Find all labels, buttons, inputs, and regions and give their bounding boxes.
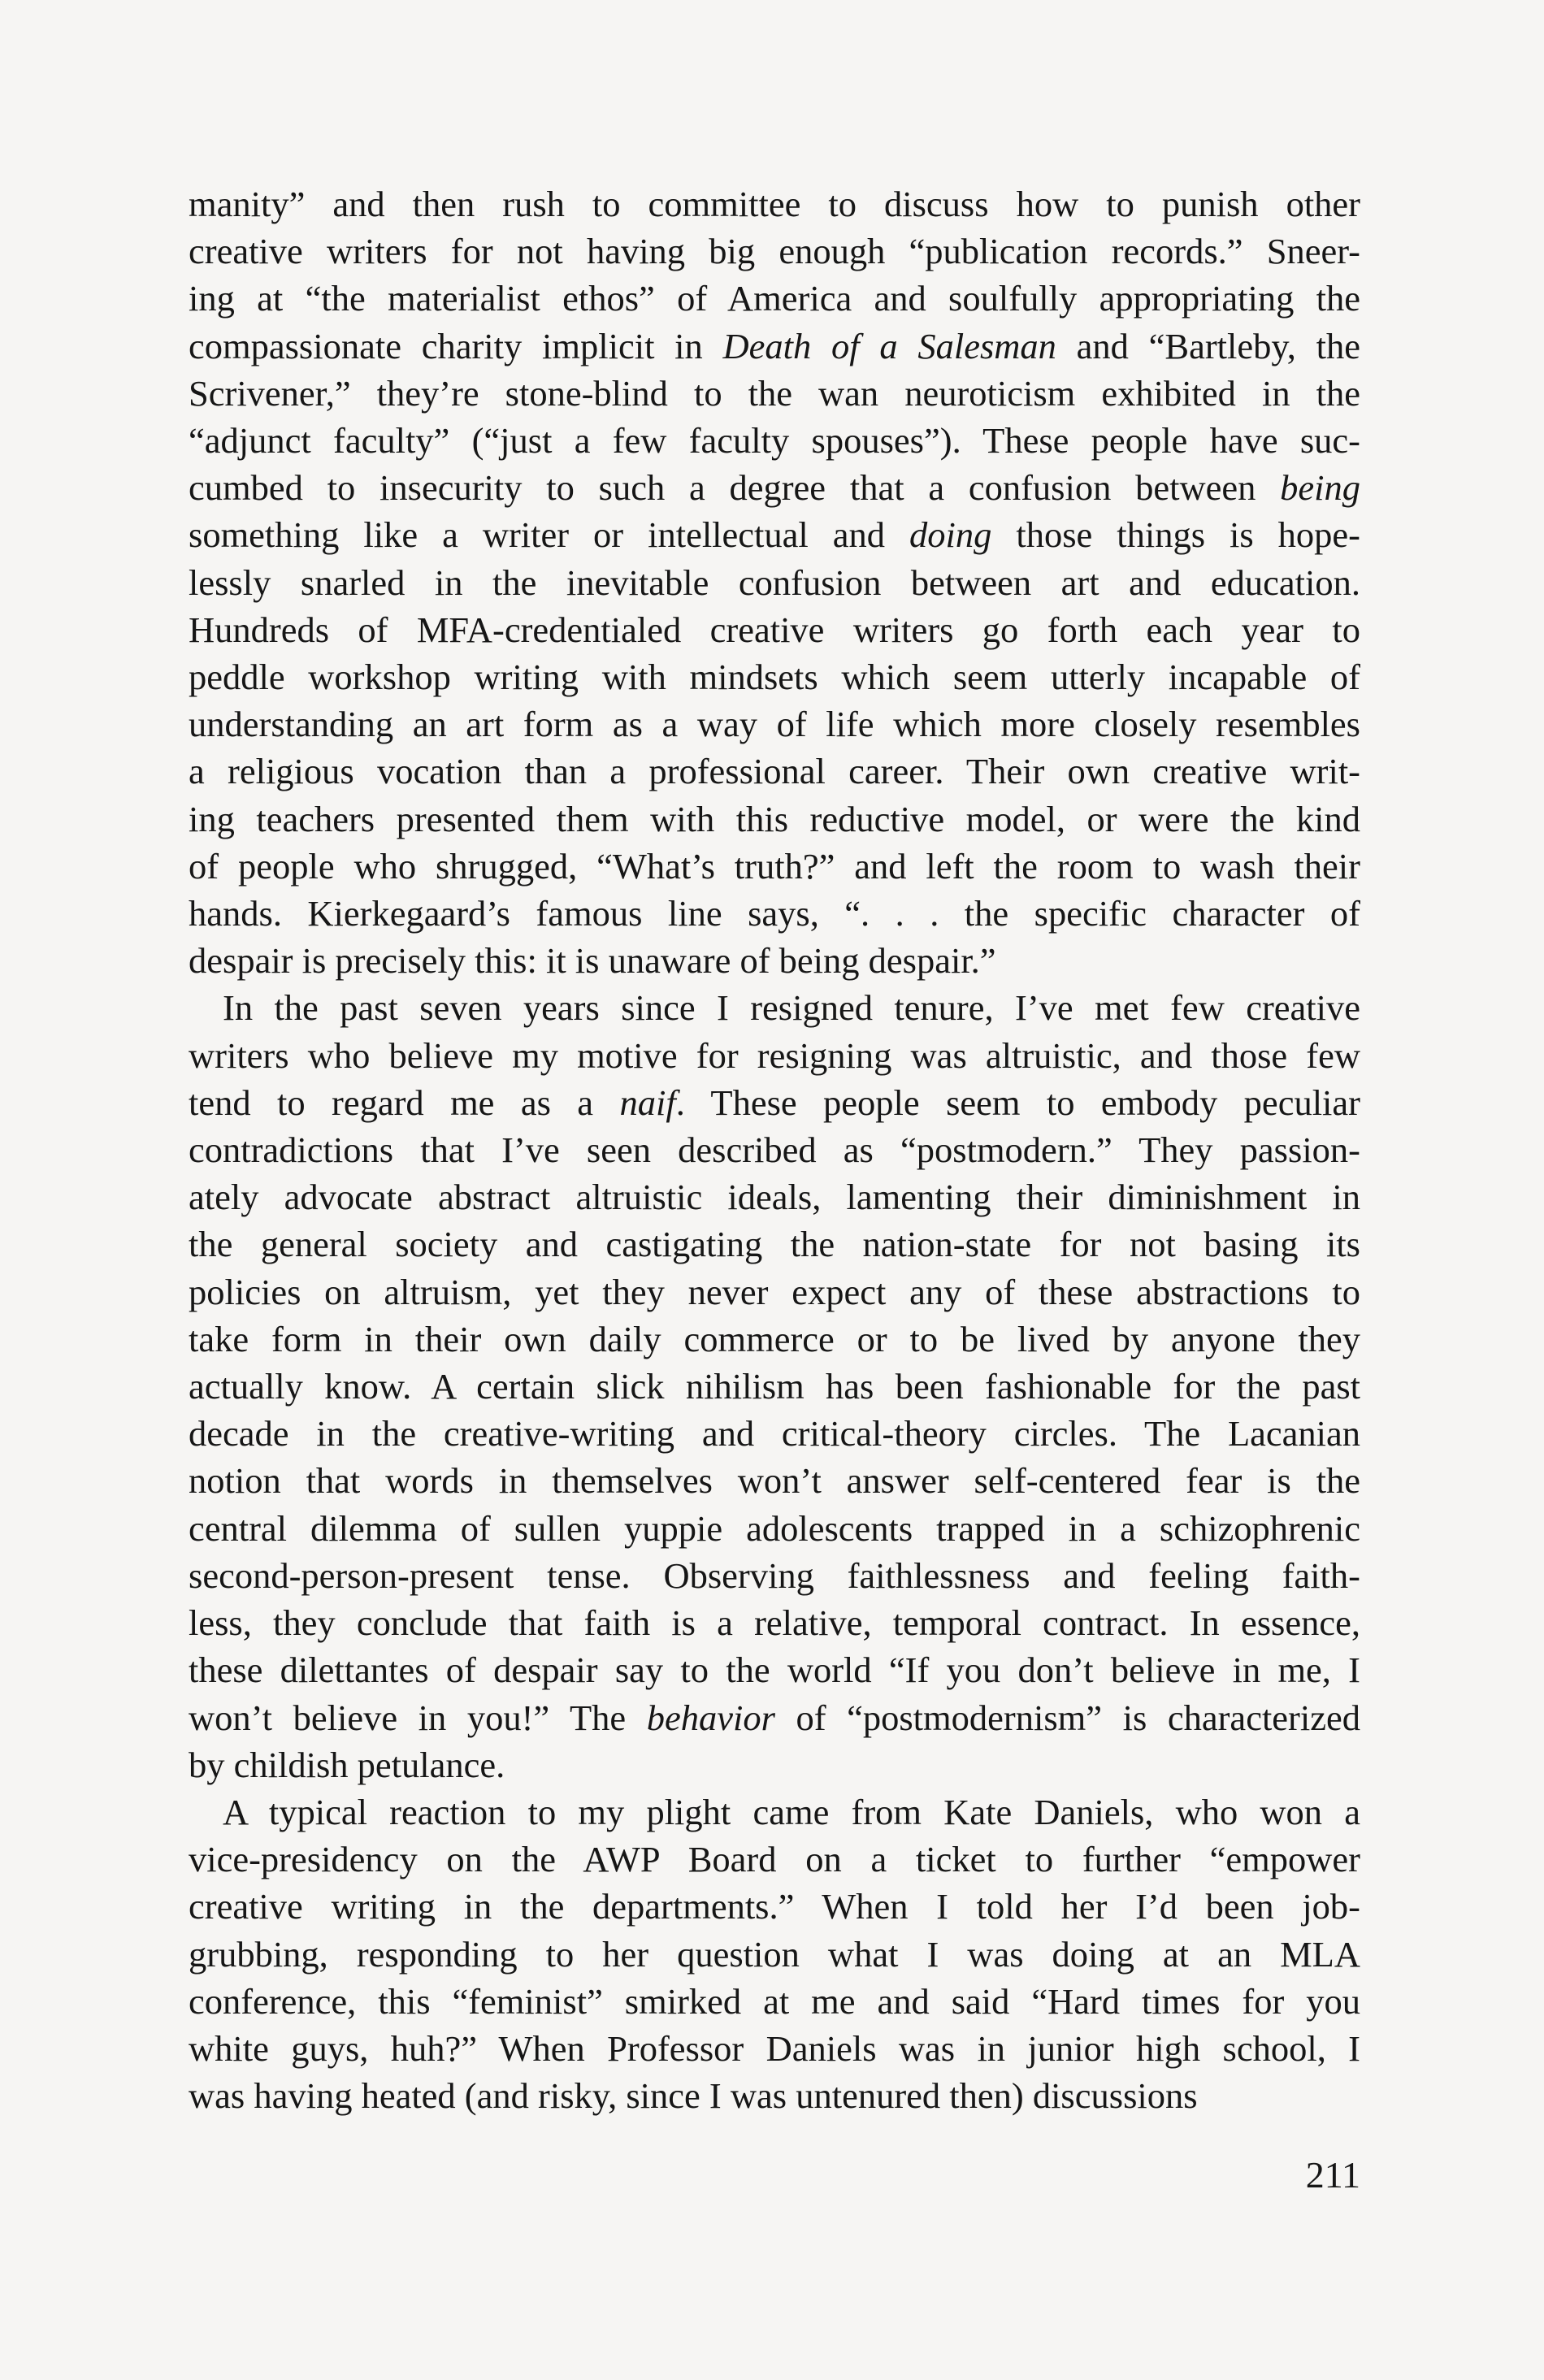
text-block (189, 180, 1360, 2119)
text-line: ing at “the materialist ethos” of America and soulfully appropriating the (189, 278, 1360, 319)
text-line: notion that words in themselves won’t answer self-centered fear is the (189, 1460, 1360, 1502)
text-line: despair is precisely this: it is unaware of being despair.” (189, 940, 996, 982)
text-line: of people who shrugged, “What’s truth?” and left the room to wash their (189, 845, 1360, 887)
text-line: contradictions that I’ve seen described as “postmodern.” They passion- (189, 1129, 1360, 1171)
text-line: these dilettantes of despair say to the world “If you don’t believe in me, I (189, 1650, 1360, 1691)
text-line: Scrivener,” they’re stone-blind to the wan neuroticism exhibited in the (189, 372, 1360, 414)
text-line: actually know. A certain slick nihilism has been fashionable for the past (189, 1366, 1360, 1407)
text-line: manity” and then rush to committee to discuss how to punish other (189, 184, 1360, 224)
text-line: take form in their own daily commerce or to be lived by anyone they (189, 1318, 1360, 1359)
text-line: “adjunct faculty” (“just a few faculty spouses”). These people have suc- (189, 420, 1360, 462)
text-line: less, they conclude that faith is a relative, temporal contract. In essence, (189, 1602, 1360, 1644)
text-line: cumbed to insecurity to such a degree that a confusion between being (189, 467, 1360, 509)
text-line: the general society and castigating the nation-state for not basing its (189, 1224, 1360, 1265)
text-line: compassionate charity implicit in Death of a Salesman and “Bartleby, the (189, 325, 1360, 366)
page-body (189, 180, 1360, 2119)
text-line: creative writing in the departments.” When I told her I’d been job- (189, 1886, 1360, 1927)
text-line: tend to regard me as a naif. These people seem to embody peculiar (189, 1082, 1360, 1123)
text-line: lessly snarled in the inevitable confusion between art and education. (189, 561, 1360, 603)
text-line: hands. Kierkegaard’s famous line says, “. . . the specific character of (189, 893, 1360, 934)
text-line: was having heated (and risky, since I was untenured then) discussions (189, 2075, 1198, 2117)
text-line: a religious vocation than a professional career. Their own creative writ- (189, 751, 1360, 792)
text-line: peddle workshop writing with mindsets which seem utterly incapable of (189, 657, 1360, 698)
italic-title: naif (619, 1082, 676, 1123)
text-line: by childish petulance. (189, 1744, 505, 1785)
text-line: A typical reaction to my plight came from Kate Daniels, who won a (223, 1791, 1360, 1832)
text-line: decade in the creative-writing and critical-theory circles. The Lacanian (189, 1413, 1360, 1454)
text-line: conference, this “feminist” smirked at me and said “Hard times for you (189, 1980, 1360, 2022)
text-line: creative writers for not having big enough “publication records.” Sneer- (189, 231, 1360, 272)
text-line: writers who believe my motive for resigning was altruistic, and those few (189, 1034, 1360, 1076)
text-line: ing teachers presented them with this reductive model, or were the kind (189, 798, 1360, 839)
text-line: policies on altruism, yet they never expect any of these abstractions to (189, 1271, 1360, 1312)
text-line: ately advocate abstract altruistic ideals, lamenting their diminishment in (189, 1177, 1360, 1218)
page-number: 211 (1305, 2154, 1360, 2196)
text-line: vice-presidency on the AWP Board on a ticket to further “empower (189, 1839, 1360, 1880)
text-line: understanding an art form as a way of life which more closely resembles (189, 704, 1360, 745)
text-line: Hundreds of MFA-credentialed creative writers go forth each year to (189, 609, 1360, 650)
text-line: central dilemma of sullen yuppie adolescents trapped in a schizophrenic (189, 1507, 1360, 1549)
italic-title: Death of a Salesman (722, 325, 1056, 366)
text-line: won’t believe in you!” The behavior of “postmodernism” is characterized (189, 1697, 1360, 1738)
text-line: something like a writer or intellectual and doing those things is hope- (189, 514, 1360, 556)
text-line: In the past seven years since I resigned tenure, I’ve met few creative (223, 987, 1360, 1029)
text-line: white guys, huh?” When Professor Daniels was in junior high school, I (189, 2027, 1360, 2069)
text-line: grubbing, responding to her question what I was doing at an MLA (189, 1933, 1360, 1975)
italic-title: being (1280, 467, 1360, 509)
italic-title: behavior (646, 1697, 775, 1738)
text-line: second-person-present tense. Observing faithlessness and feeling faith- (189, 1554, 1360, 1596)
italic-title: doing (909, 514, 992, 556)
